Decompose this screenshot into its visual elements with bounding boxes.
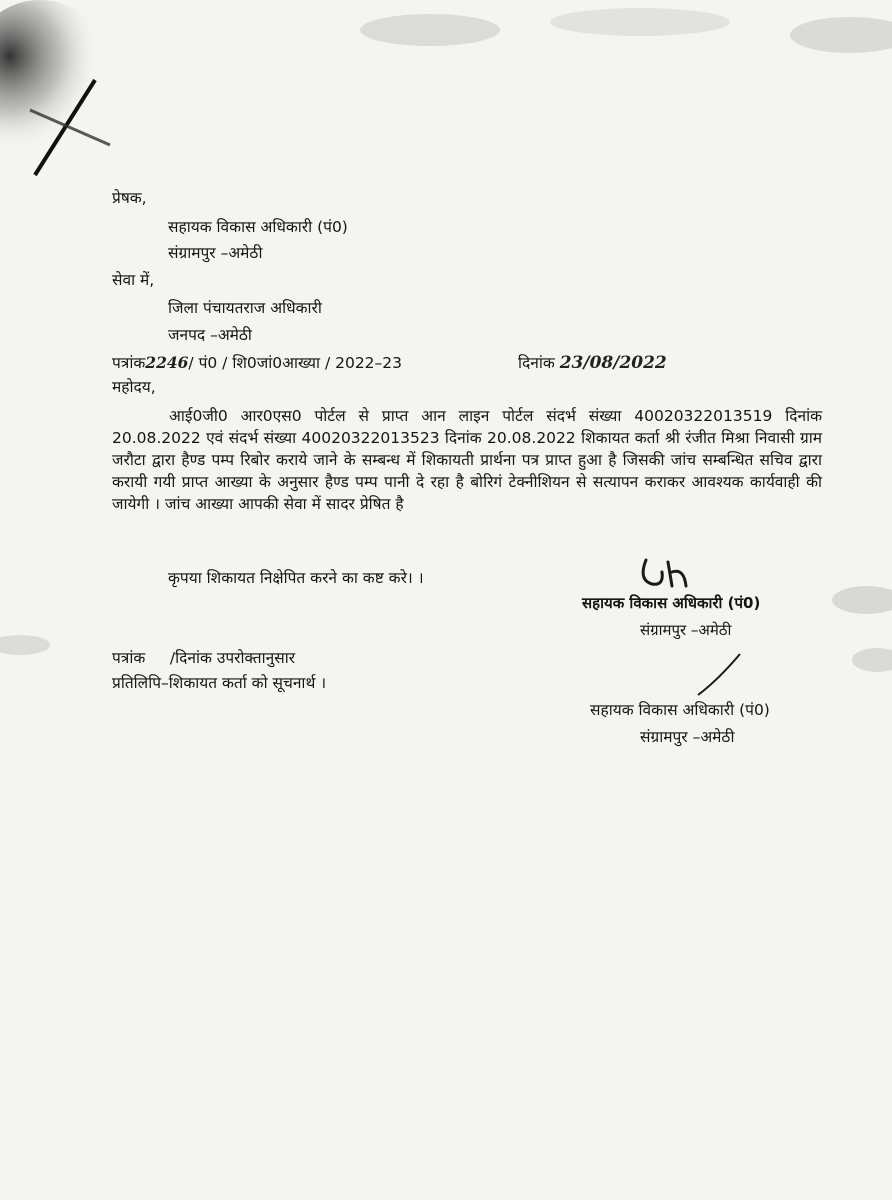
reference-number-handwritten: 2246 (145, 353, 189, 372)
recipient-title: जिला पंचायतराज अधिकारी (168, 299, 322, 317)
reference-line-2: पत्रांक /दिनांक उपरोक्तानुसार (112, 649, 296, 667)
signature1-place: संग्रामपुर –अमेठी (640, 621, 732, 639)
signature1-title: सहायक विकास अधिकारी (पं0) (582, 594, 761, 612)
body-paragraph (112, 405, 822, 515)
reference-line (112, 353, 402, 373)
sender-place: संग्रामपुर –अमेठी (168, 244, 263, 262)
date-handwritten: 23/08/2022 (559, 353, 667, 373)
signature-stroke (690, 650, 750, 700)
date-line (518, 353, 667, 373)
reference-suffix: / पं0 / शि0जां0आख्या / 2022–23 (188, 354, 403, 372)
recipient-place: जनपद –अमेठी (168, 326, 252, 344)
sender-label: प्रेषक, (112, 189, 147, 207)
request-line: कृपया शिकायत निक्षेपित करने का कष्ट करे। । (168, 569, 424, 587)
signature2-title: सहायक विकास अधिकारी (पं0) (590, 701, 770, 719)
copy-line: प्रतिलिपि–शिकायत कर्ता को सूचनार्थ । (112, 674, 327, 692)
scan-smudge-right (812, 560, 892, 680)
date-label: दिनांक (518, 354, 555, 372)
body-text: आई0जी0 आर0एस0 पोर्टल से प्राप्त आन लाइन पोर्टल संदर्भ संख्या 40020322013519 दिनांक 20.08.2022 एवं संदर्भ संख्या 40020322013523 दिनांक 20.08.2022 शिकायत कर्ता श्री रंजीत मिश्रा निवासी ग्राम जरौटा द्वारा हैण्ड पम्प रिबोर कराये जाने के सम्बन्ध में शिकायती प्रार्थना पत्र प्राप्त हुआ है जिसकी जांच सम्बन्धित सचिव द्वारा करायी गयी प्राप्त आख्या के अनुसार हैण्ड पम्प पानी दे रहा है बोरिगं टेक्नीशियन से सत्यापन कराकर आवश्यक कार्यवाही की जायेगी । जांच आख्या आपकी सेवा में सादर प्रेषित है (112, 407, 822, 513)
scan-smudge-top-left (0, 0, 170, 200)
scan-smudge-top (0, 0, 892, 60)
signature2-place: संग्रामपुर –अमेठी (640, 728, 735, 746)
reference-prefix: पत्रांक (112, 354, 146, 372)
scan-smudge-left (0, 625, 60, 665)
sender-title: सहायक विकास अधिकारी (पं0) (168, 218, 348, 236)
to-label: सेवा में, (112, 271, 155, 289)
salutation: महोदय, (112, 378, 156, 396)
